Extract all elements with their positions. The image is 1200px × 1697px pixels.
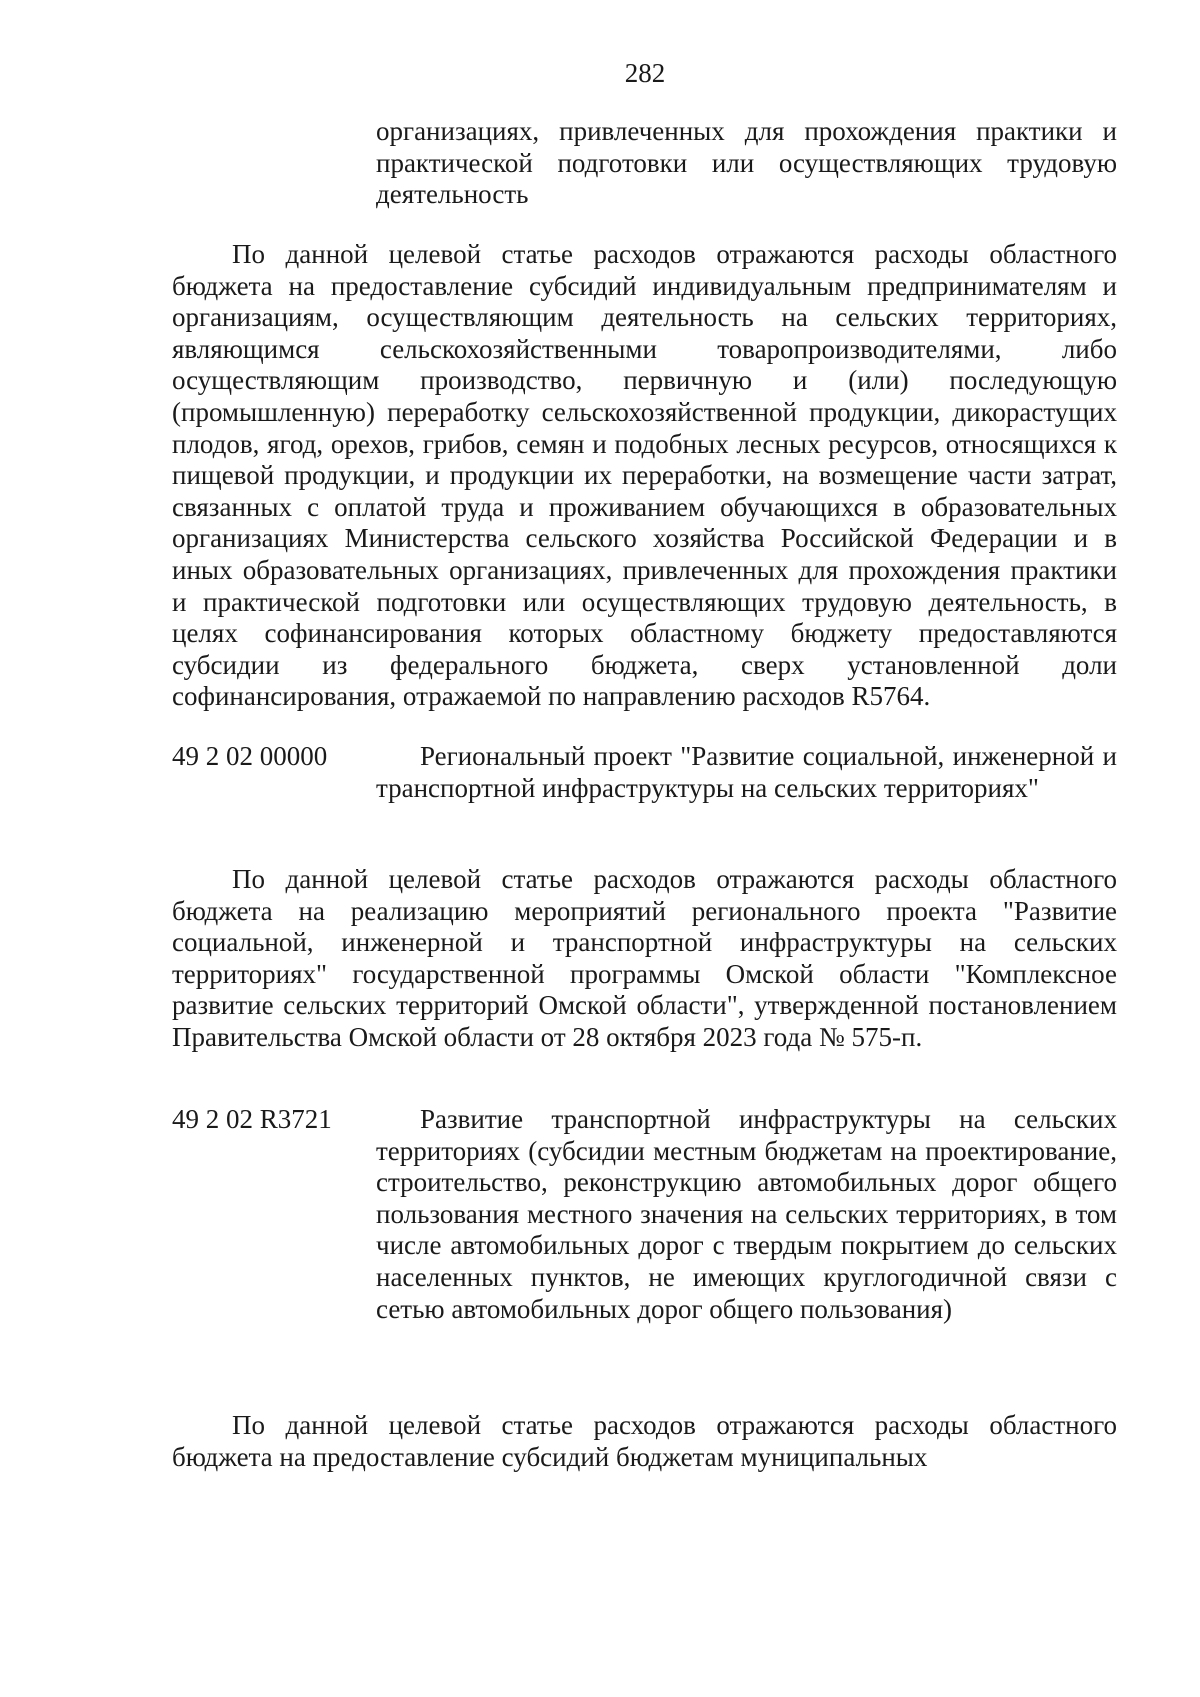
paragraph-3: По данной целевой статье расходов отражаются расходы областного бюджета на предоставление субсидий бюджетам муниципальных [172,1410,1117,1472]
continuation-text: организациях, привлеченных для прохождения практики и практической подготовки или осуществляющих трудовую деятельность [376,116,1117,210]
paragraph-2: По данной целевой статье расходов отражаются расходы областного бюджета на реализацию мероприятий регионального проекта "Развитие социальной, инженерной и транспортной инфраструктуры на сельских территориях" государственной программы Омской области "Комплексное развитие сельских территорий Омской области", утвержденной постановлением Правительства Омской области от 28 октября 2023 года № 575-п. [172,864,1117,1052]
entry-2-title: Развитие транспортной инфраструктуры на сельских территориях (субсидии местным бюджетам на проектирование, строительство, реконструкцию автомобильных дорог общего пользования местного значения на сельских территориях, в том числе автомобильных дорог с твердым покрытием до сельских населенных пунктов, не имеющих круглогодичной связи с сетью автомобильных дорог общего пользования) [376,1104,1117,1324]
entry-1-title: Региональный проект "Развитие социальной, инженерной и транспортной инфраструктуры на сельских территориях" [376,741,1117,803]
entry-1-code: 49 2 02 00000 [172,741,328,771]
page-number: 282 [624,58,666,88]
paragraph-1: По данной целевой статье расходов отражаются расходы областного бюджета на предоставление субсидий индивидуальным предпринимателям и организациям, осуществляющим деятельность на сельских территориях, являющимся сельскохозяйственными товаропроизводителями, либо осуществляющим производство, первичную и (или) последующую (промышленную) переработку сельскохозяйственной продукции, дикорастущих плодов, ягод, орехов, грибов, семян и подобных лесных ресурсов, относящихся к пищевой продукции, и продукции их переработки, на возмещение части затрат, связанных с оплатой труда и проживанием обучающихся в образовательных организациях Министерства сельского хозяйства Российской Федерации и в иных образовательных организациях, привлеченных для прохождения практики и практической подготовки или осуществляющих трудовую деятельность, в целях софинансирования которых областному бюджету предоставляются субсидии из федерального бюджета, сверх установленной доли софинансирования, отражаемой по направлению расходов R5764. [172,239,1117,712]
entry-2-code: 49 2 02 R3721 [172,1104,332,1134]
